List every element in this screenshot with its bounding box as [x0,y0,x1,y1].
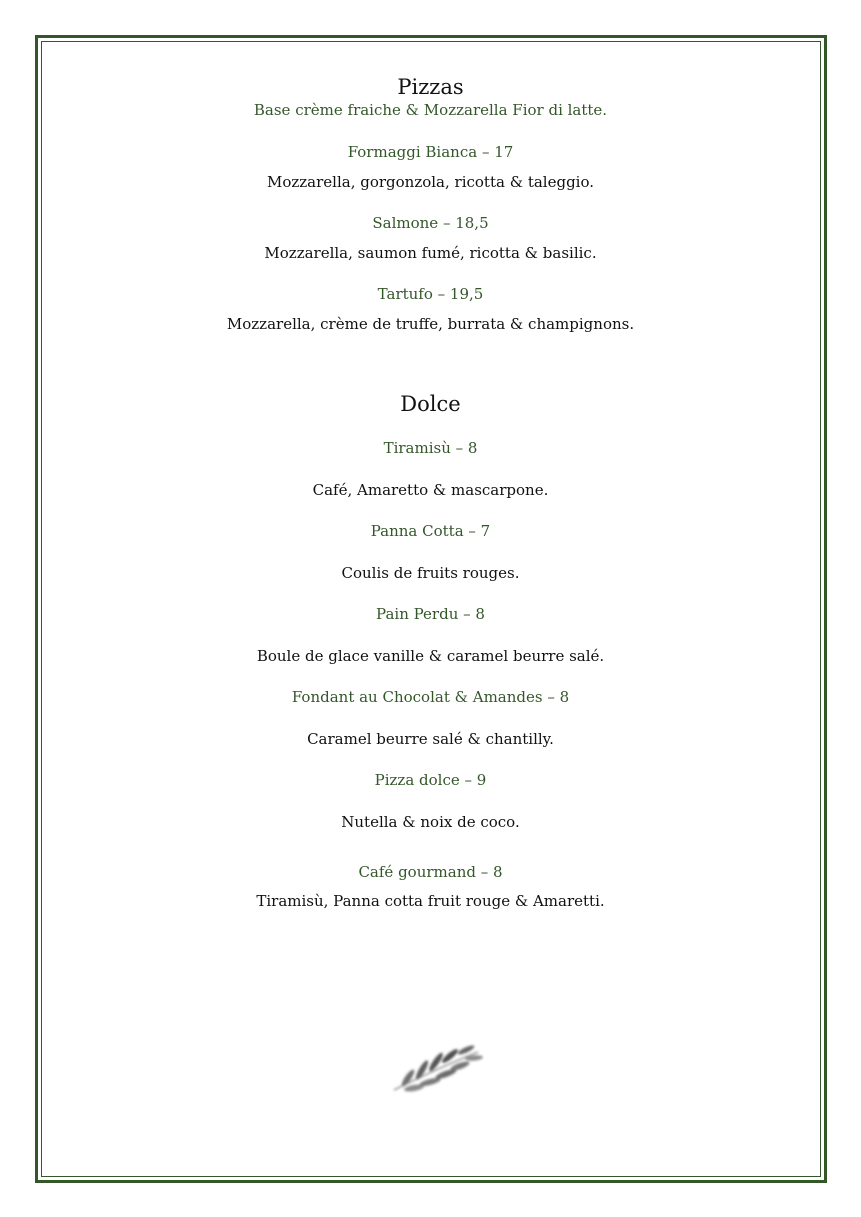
menu-item-description: Caramel beurre salé & chantilly. [307,730,554,748]
menu-item-description: Boule de glace vanille & caramel beurre salé. [256,647,605,665]
menu-item-description: Nutella & noix de coco. [341,813,520,831]
menu-item-description: Tiramisù, Panna cotta fruit rouge & Amaretti. [256,892,605,910]
menu-item-title: Pain Perdu – 8 [376,605,485,623]
menu-item-description: Café, Amaretto & mascarpone. [312,481,549,499]
menu-item-title: Tartufo – 19,5 [377,285,484,303]
menu-item-title: Salmone – 18,5 [372,214,489,232]
menu-item-title: Tiramisù – 8 [383,439,478,457]
section-heading-pizzas: Pizzas [397,75,464,99]
menu-item-title: Fondant au Chocolat & Amandes – 8 [291,688,570,706]
menu-item-description: Mozzarella, saumon fumé, ricotta & basilic. [264,244,597,262]
section-heading-dolce: Dolce [400,392,461,416]
section-subtitle-pizzas: Base crème fraiche & Mozzarella Fior di latte. [253,101,608,119]
menu-item-description: Coulis de fruits rouges. [341,564,520,582]
menu-item-title: Formaggi Bianca – 17 [347,143,514,161]
menu-item-title: Pizza dolce – 9 [374,771,487,789]
menu-item-description: Mozzarella, crème de truffe, burrata & champignons. [226,315,635,333]
olive-branch-icon [388,1038,484,1098]
menu-item-title: Panna Cotta – 7 [370,522,491,540]
menu-item-title: Café gourmand – 8 [358,863,503,881]
menu-item-description: Mozzarella, gorgonzola, ricotta & taleggio. [266,173,595,191]
